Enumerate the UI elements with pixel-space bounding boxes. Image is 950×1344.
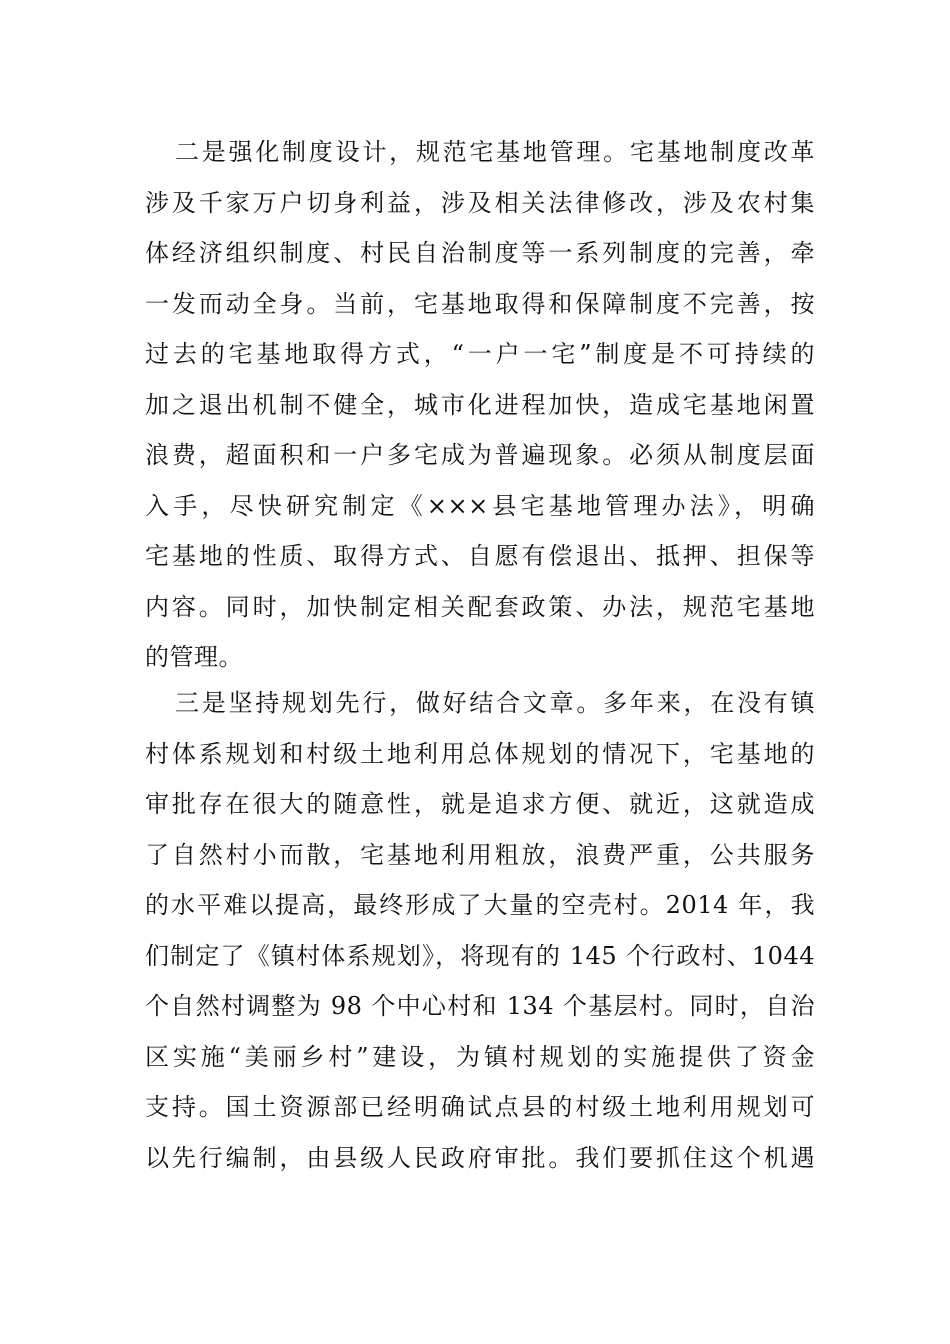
paragraph-line: 体经济组织制度、村民自治制度等一系列制度的完善，牵	[145, 239, 815, 267]
paragraph-planning-first	[145, 678, 815, 1183]
paragraph-line: 的水平难以提高，最终形成了大量的空壳村。2014 年，我	[145, 891, 815, 919]
paragraph-line: 浪费，超面积和一户多宅成为普遍现象。必须从制度层面	[145, 441, 815, 469]
paragraph-line: 审批存在很大的随意性，就是追求方便、就近，这就造成	[145, 790, 815, 818]
paragraph-line: 区实施“美丽乡村”建设，为镇村规划的实施提供了资金	[145, 1042, 815, 1071]
paragraph-line: 入手，尽快研究制定《×××县宅基地管理办法》，明确	[145, 491, 815, 520]
paragraph-line: 三是坚持规划先行，做好结合文章。多年来，在没有镇	[175, 689, 815, 717]
paragraph-line: 加之退出机制不健全，城市化进程加快，造成宅基地闲置	[145, 390, 815, 419]
paragraph-line: 涉及千家万户切身利益，涉及相关法律修改，涉及农村集	[145, 188, 815, 217]
paragraph-line: 二是强化制度设计，规范宅基地管理。宅基地制度改革	[175, 138, 815, 166]
paragraph-line: 的管理。	[145, 643, 243, 671]
paragraph-line: 宅基地的性质、取得方式、自愿有偿退出、抵押、担保等	[145, 542, 815, 570]
paragraph-line: 村体系规划和村级土地利用总体规划的情况下，宅基地的	[145, 739, 815, 768]
paragraph-line: 支持。国土资源部已经明确试点县的村级土地利用规划可	[145, 1093, 815, 1121]
paragraph-line: 以先行编制，由县级人民政府审批。我们要抓住这个机遇	[145, 1143, 815, 1172]
paragraph-line: 过去的宅基地取得方式，“一户一宅”制度是不可持续的	[145, 340, 815, 368]
paragraph-line: 内容。同时，加快制定相关配套政策、办法，规范宅基地	[145, 592, 815, 621]
paragraph-line: 一发而动全身。当前，宅基地取得和保障制度不完善，按	[145, 289, 815, 318]
paragraph-homestead-management	[145, 127, 815, 683]
paragraph-line: 们制定了《镇村体系规划》，将现有的 145 个行政村、1044	[145, 941, 815, 970]
paragraph-line: 个自然村调整为 98 个中心村和 134 个基层村。同时，自治	[145, 992, 815, 1020]
paragraph-line: 了自然村小而散，宅基地利用粗放，浪费严重，公共服务	[145, 840, 815, 869]
